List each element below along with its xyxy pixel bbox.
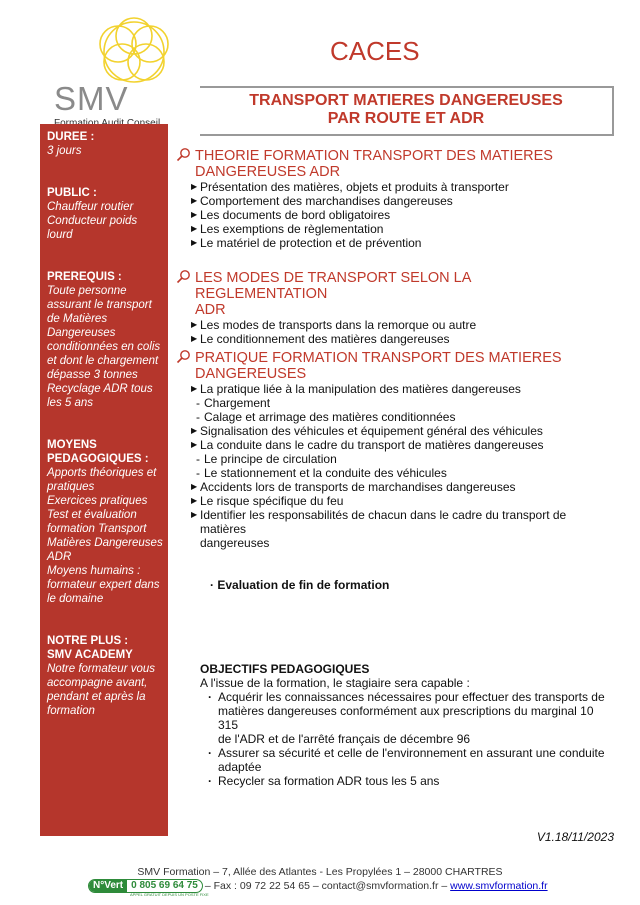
prerequis-line: dépasse 3 tonnes [47,369,138,381]
section-title-line: LES MODES DE TRANSPORT SELON LA REGLEMENTATION [195,270,471,302]
list-item: ▶ Signalisation des véhicules et équipement général des véhicules [176,424,606,438]
prerequis-label: PREREQUIS : [47,271,122,283]
objectif-line: matières dangereuses conformément aux prescriptions du marginal 10 315 [218,704,594,732]
title-line-1: TRANSPORT MATIERES DANGEREUSES [249,92,563,109]
sidebar-plus [47,634,165,718]
numero-vert-badge[interactable] [88,879,203,893]
evaluation-text: Evaluation de fin de formation [217,578,390,592]
sub-item: - Le stationnement et la conduite des véhicules [176,466,606,480]
version: V1.18/11/2023 [536,830,614,844]
moyens-line: Exercices pratiques [47,495,148,507]
evaluation [210,578,389,592]
prerequis-line: Recyclage ADR tous [47,383,153,395]
magnifier-icon [176,147,191,162]
plus-line: Notre formateur vous [47,663,156,675]
plus-label: NOTRE PLUS : [47,635,129,647]
list-item: ▶ La pratique liée à la manipulation des matières dangereuses [176,382,606,396]
list-item: ▶ La conduite dans le cadre du transport de matières dangereuses [176,438,606,452]
list-item: ▶ Accidents lors de transports de marchandises dangereuses [176,480,606,494]
duree-value: 3 jours [47,145,82,157]
list-item: ▶ Les exemptions de règlementation [176,222,606,236]
objectif-item [200,690,610,746]
objectifs-title: OBJECTIFS PEDAGOGIQUES [200,662,370,676]
magnifier-icon [176,349,191,364]
objectifs [200,662,610,788]
footer-contact [88,879,548,893]
objectif-item: · Recycler sa formation ADR tous les 5 ans [200,774,610,788]
nvert-note: APPEL GRATUIT DEPUIS UN POSTE FIXE [130,892,209,897]
prerequis-line: assurant le transport [47,299,152,311]
sub-item: - Calage et arrimage des matières conditionnées [176,410,606,424]
bullet-dot: · [210,578,218,592]
public-line: lourd [47,229,73,241]
list-item: ▶ Présentation des matières, objets et produits à transporter [176,180,606,194]
section-heading [176,270,606,318]
moyens-line: Moyens humains : [47,565,141,577]
moyens-label: PEDAGOGIQUES : [47,453,149,465]
prerequis-line: les 5 ans [47,397,94,409]
section-title-line: THEORIE FORMATION TRANSPORT DES MATIERES [195,148,553,164]
section-title-line: DANGEREUSES [195,366,307,382]
list-item: ▶ Le matériel de protection et de prévention [176,236,606,250]
logo [48,14,188,124]
sidebar-moyens [47,438,165,606]
section-title-line: PRATIQUE FORMATION TRANSPORT DES MATIERES [195,350,562,366]
section-title-line: DANGEREUSES ADR [195,164,341,180]
duree-label: DUREE : [47,131,95,143]
sun-logo-icon [84,14,184,84]
plus-label: SMV ACADEMY [47,649,133,661]
moyens-line: Apports théoriques et [47,467,157,479]
nvert-label: N°Vert [89,880,127,892]
objectif-item [200,746,610,774]
moyens-line: formation Transport [47,523,147,535]
section-modes [176,270,606,346]
public-label: PUBLIC : [47,187,97,199]
fax-email: – Fax : 09 72 22 54 65 – contact@smvformation.fr – [204,879,451,892]
list-item: ▶ Comportement des marchandises dangereuses [176,194,606,208]
public-line: Conducteur poids [47,215,138,227]
public-line: Chauffeur routier [47,201,134,213]
sub-item: - Le principe de circulation [176,452,606,466]
page-title [200,92,612,128]
moyens-line: Test et évaluation [47,509,137,521]
nvert-number: 0 805 69 64 75 [131,880,198,891]
plus-line: accompagne avant, [47,677,148,689]
prerequis-line: Toute personne [47,285,127,297]
list-item-continuation: dangereuses [200,536,270,550]
website-link[interactable]: www.smvformation.fr [450,879,548,892]
list-item: ▶ Identifier les responsabilités de chacun dans le cadre du transport de matières [176,508,606,536]
objectifs-intro: A l'issue de la formation, le stagiaire sera capable : [200,676,470,690]
title-line-2: PAR ROUTE ET ADR [327,110,485,127]
magnifier-icon [176,269,191,284]
section-heading [176,148,606,180]
objectif-line: de l'ADR et de l'arrêté français de décembre 96 [218,732,471,746]
sidebar-duree [47,130,165,158]
sub-item: - Chargement [176,396,606,410]
logo-name: SMV [54,80,129,117]
objectif-line: · Assurer sa sécurité et celle de l'environnement en assurant une conduite [218,746,605,760]
moyens-line: formateur expert dans [47,579,160,591]
prerequis-line: conditionnées en colis [47,341,161,353]
list-item: ▶ Les modes de transports dans la remorque ou autre [176,318,606,332]
moyens-line: Matières Dangereuses [47,537,163,549]
moyens-label: MOYENS [47,439,97,451]
objectif-line: · Acquérir les connaissances nécessaires pour effectuer des transports de [218,690,605,704]
list-item: ▶ Le conditionnement des matières dangereuses [176,332,606,346]
moyens-line: ADR [47,551,72,563]
caces-heading: CACES [330,36,420,66]
section-heading [176,350,606,382]
moyens-line: le domaine [47,593,104,605]
prerequis-line: de Matières [47,313,108,325]
plus-line: formation [47,705,95,717]
section-theorie [176,148,606,250]
prerequis-line: et dont le chargement [47,355,159,367]
footer-address: SMV Formation – 7, Allée des Atlantes - Les Propylées 1 – 28000 CHARTRES [137,866,503,878]
sidebar-public [47,186,165,242]
list-item: ▶ Les documents de bord obligatoires [176,208,606,222]
objectif-line: adaptée [218,760,262,774]
section-title-line: ADR [195,302,226,318]
moyens-line: pratiques [47,481,95,493]
plus-line: pendant et après la [47,691,146,703]
prerequis-line: Dangereuses [47,327,116,339]
list-item: ▶ Le risque spécifique du feu [176,494,606,508]
sidebar-prerequis [47,270,165,410]
section-pratique [176,350,606,550]
